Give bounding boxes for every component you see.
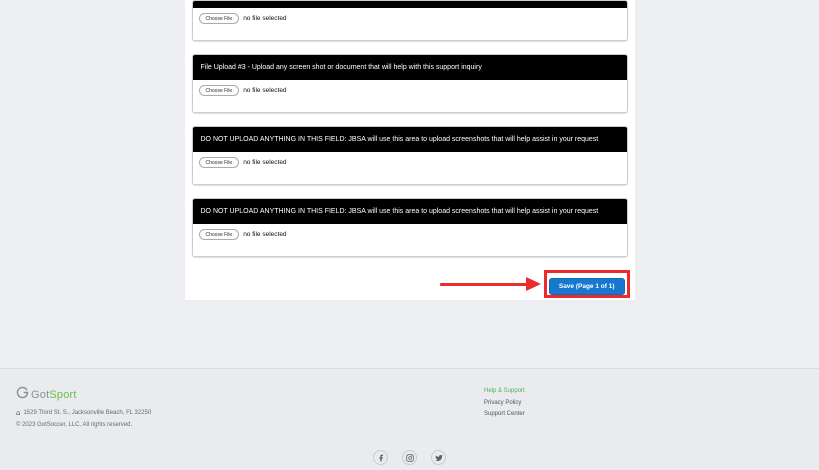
social-links bbox=[0, 450, 819, 465]
save-row bbox=[185, 270, 635, 298]
file-status-text: no file selected bbox=[243, 231, 287, 238]
footer-copyright: © 2023 GotSoccer, LLC. All rights reserved. bbox=[16, 422, 133, 428]
card-header: DO NOT UPLOAD ANYTHING IN THIS FIELD: JBSA will use this area to upload screenshots that will help assist in your request bbox=[193, 199, 627, 224]
help-support-link[interactable]: Help & Support bbox=[484, 388, 525, 394]
footer-left-column bbox=[16, 386, 151, 428]
card-header: DO NOT UPLOAD ANYTHING IN THIS FIELD: JBSA will use this area to upload screenshots that will help assist in your request bbox=[193, 127, 627, 152]
footer bbox=[0, 368, 819, 470]
facebook-link[interactable] bbox=[373, 450, 388, 465]
gotsport-logo-text: GotSport bbox=[31, 389, 77, 401]
instagram-icon bbox=[406, 454, 414, 462]
file-status-text: no file selected bbox=[243, 15, 287, 22]
instagram-link[interactable] bbox=[402, 450, 417, 465]
file-upload-card-1 bbox=[192, 0, 628, 41]
background-spacer bbox=[0, 300, 819, 355]
arrow-line bbox=[440, 283, 528, 286]
twitter-icon bbox=[435, 454, 443, 462]
file-status-text: no file selected bbox=[243, 159, 287, 166]
save-button[interactable]: Save (Page 1 of 1) bbox=[549, 278, 625, 295]
home-icon: ⌂ bbox=[16, 409, 21, 417]
choose-file-button[interactable]: Choose File bbox=[199, 229, 240, 240]
footer-links bbox=[484, 386, 525, 421]
facebook-icon bbox=[377, 454, 385, 462]
arrow-head-icon bbox=[526, 277, 541, 291]
file-upload-card-2 bbox=[192, 54, 628, 113]
gotsport-logo-icon bbox=[16, 386, 29, 404]
form-column bbox=[185, 0, 635, 300]
footer-address: ⌂ 1529 Third St. S., Jacksonville Beach, FL 32250 bbox=[16, 409, 152, 417]
choose-file-button[interactable]: Choose File bbox=[199, 85, 240, 96]
file-upload-card-4 bbox=[192, 198, 628, 257]
gotsport-logo[interactable] bbox=[16, 386, 151, 404]
annotation-arrow bbox=[440, 270, 544, 298]
file-upload-card-3 bbox=[192, 126, 628, 185]
support-center-link[interactable]: Support Center bbox=[484, 411, 525, 417]
choose-file-button[interactable]: Choose File bbox=[199, 157, 240, 168]
annotation-highlight-box bbox=[544, 270, 630, 298]
file-status-text: no file selected bbox=[243, 87, 287, 94]
privacy-policy-link[interactable]: Privacy Policy bbox=[484, 399, 522, 406]
choose-file-button[interactable]: Choose File bbox=[199, 13, 240, 24]
card-header bbox=[193, 1, 627, 8]
card-header: File Upload #3 - Upload any screen shot or document that will help with this support inquiry bbox=[193, 55, 627, 80]
twitter-link[interactable] bbox=[431, 450, 446, 465]
